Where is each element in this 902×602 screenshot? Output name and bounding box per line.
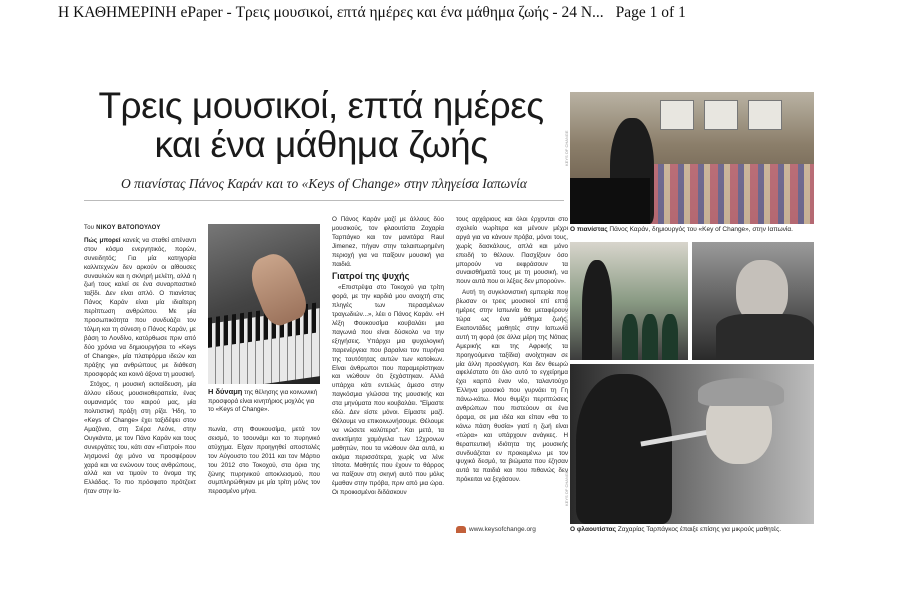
document-title: Η ΚΑΘΗΜΕΡΙΝΗ ePaper - Τρεις μουσικοί, επτά ημέρες και ένα μάθημα ζωής - 24 N...	[58, 4, 604, 21]
article-column-2	[208, 426, 320, 546]
photo-credit: KEYS OF CHANGE	[564, 470, 569, 506]
teacher-figure	[582, 260, 612, 360]
article-column-4	[456, 216, 568, 516]
piano-caption-text: της θέλησης για κοινωνική προσφορά είναι κινητήριος μοχλός για το «Keys of Change».	[208, 389, 318, 413]
student-figure	[642, 314, 658, 360]
piano-hands-photo	[208, 224, 320, 384]
column-1-paragraph-2: Στόχος, η μουσική εκπαίδευση, μία άλλου είδους μουσικοθεραπεία, ένας ουμανισμός του καιρού μας, μία πολιτιστική πράξη στη ρίζα. Ήδη, το «Keys of Change» έχει ταξιδέψει στον Αμαζόνιο, στη Σιέρα Λεόνε, στην Ουγκάντα, με τον Πάνο Καράν και τους συνεργάτες του, κάτι σαν «Γιατροί» που λησμονεί όχι μόνο να προσφέρουν χαρά και να ενώνουν τους ανθρώπους, αλλά και να τιμούν το όνομα της Ελλάδας. Το πιο πρόσφατο πρότζεκτ ήταν στην Ια-	[84, 381, 196, 496]
article-headline	[86, 86, 556, 164]
column-4-paragraph-1: τους αρχάριους και όλοι έρχονται στο σχολείο νωρίτερα και μένουν μέχρι αργά για να κάνουν πρόβα, μόνοι τους, χωρίς δασκάλους, απλά και μόνο επειδή το θέλουν. Πασχίζουν όσο μπορούν να εκφράσουν τα συναισθήματά τους με τη μουσική, να πουν αυτά που οι λέξεις δεν μπορούν».	[456, 216, 568, 286]
body-shape	[716, 314, 814, 360]
column-1-paragraph-1	[84, 237, 196, 380]
article-subhead: Ο πιανίστας Πάνος Καράν και το «Keys of Change» στην πληγείσα Ιαπωνία	[120, 176, 528, 191]
newspaper-article	[84, 86, 820, 546]
top-caption-text: Πάνος Καράν, δημιουργός του «Key of Change», στην Ιαπωνία.	[609, 226, 793, 233]
photo-credit: KEYS OF CHANGE	[564, 130, 569, 166]
byline	[84, 224, 196, 233]
website-link-text: www.keysofchange.org	[469, 526, 536, 533]
article-column-3	[332, 216, 444, 544]
photo-credit: KEYS OF CHANGE	[564, 290, 569, 326]
students-crowd-shape	[650, 164, 814, 224]
bottom-photo-caption	[570, 526, 814, 533]
musician-portrait-photo	[692, 242, 814, 360]
student-figure	[662, 314, 678, 360]
top-caption-lead: Ο πιανίστας	[570, 226, 608, 233]
section-heading: Γιατροί της ψυχής	[332, 271, 410, 282]
byline-prefix: Του	[84, 225, 95, 231]
window-shape	[704, 100, 738, 130]
headline-line-2: και ένα μάθημα ζωής	[154, 124, 488, 165]
bottom-caption-text: Ζαχαρίας Ταρπάγκος έπαιξε επίσης για μικρούς μαθητές.	[617, 526, 782, 533]
header-divider	[84, 200, 564, 201]
piano-photo-caption	[208, 388, 320, 415]
child-cap-shape	[698, 378, 784, 406]
byline-author: ΝΙΚΟΥ ΒΑΤΟΠΟΥΛΟΥ	[96, 225, 161, 231]
bottom-caption-lead: Ο φλαουτίστας	[570, 526, 616, 533]
student-figure	[622, 314, 638, 360]
students-teacher-photo	[570, 242, 688, 360]
piano-shape	[570, 178, 650, 224]
lead-in: Πώς μπορεί	[84, 236, 121, 244]
flutist-figure	[576, 374, 672, 524]
flutist-with-child-photo	[570, 364, 814, 524]
column-2-paragraph: πωνία, στη Φουκουσίμα, μετά τον σεισμό, το τσουνάμι και το πυρηνικό ατύχημα. Είχαν προηγηθεί αποστολές τον Αύγουστο του 2011 και τον Μάρτιο του 2012 στο Τοκοχού, στα όρια της ζώνης πυρηνικού αποκλεισμού, που συμπληρώθηκαν με μία τρίτη μόλις τον περασμένο μήνα.	[208, 426, 320, 496]
window-shape	[748, 100, 782, 130]
website-link[interactable]	[456, 526, 536, 533]
document-header	[0, 0, 902, 26]
piano-caption-lead: Η δύναμη	[208, 387, 243, 396]
window-shape	[660, 100, 694, 130]
web-logo-icon	[456, 526, 466, 533]
column-3-paragraph-1: Ο Πάνος Καράν μαζί με άλλους δύο μουσικούς, τον φλαουτίστα Ζαχαρία Ταρπάγκο και τον μανιτάρα Raul Jimenez, πήγαν στην ταλαιπωρημένη περιοχή για να παίξουν μουσική για παιδιά.	[332, 216, 444, 268]
page-indicator: Page 1 of 1	[615, 4, 686, 21]
headline-line-1: Τρεις μουσικοί, επτά ημέρες	[98, 85, 544, 126]
pianist-classroom-photo	[570, 92, 814, 224]
top-photo-caption	[570, 226, 814, 233]
column-3-paragraph-2: «Επιστρέψα στο Τοκοχού για τρίτη φορά, με την καρδιά μου ανοιχτή στις πληγές των περασμένων τραγωδιών...», λέει ο Πάνος Καράν. «Η λέξη Φουκουσίμα κουβαλάει μια παγωνιά που είναι δύσκολο να την εξηγήσεις. Υπάρχει μια ψυχολογική παρενέργεια που βαραίνει τον πυρήνα της ταυτότητας αυτών των κατοίκων. Είναι άνθρωποι που παραμερίστηκαν και νιώθουν ότι ξεχάστηκαν. Αλλά υπάρχει κάτι εντελώς άμεσο στην παγκόσμια γλώσσα της μουσικής και στα μηνύματα που κουβαλάει. "Είμαστε εδώ. Δεν είστε μόνοι. Είμαστε μαζί. Θέλουμε να επικοινωνήσουμε. Θέλουμε να νιώσετε καλύτερα". Και μετά, τα ανεκτίμητα χαμόγελα των 12χρονων μαθητών, που τα νιώθουν όλα αυτά, κι ακόμα περισσότερα, χωρίς να λένε τίποτα. Μαθητές που έχουν το θάρρος να παίξουν στη σκηνή αυτό που μόλις έμαθαν στην πρόβα, πριν από μια ώρα. Οι προικισμένοι διδάσκουν	[332, 284, 444, 497]
article-column-1	[84, 224, 196, 544]
column-1-text-1: κανείς να σταθεί απέναντι στον κόσμο ενεργητικός, πορών, συνειδητός; Για μία κατηγορία καλλιτεχνών δεν αρκούν οι αίθουσες συναυλιών και η σκληρή μελέτη, αλλά η ζωή τους καλεί σε ένα συναρπαστικό ταξίδι. Δεν είναι απλό. Ο πιανίστας Πάνος Καράν είναι μία ιδιαίτερη περίπτωση ανθρώπου. Με μία προσωπικότητα που συνδυάζει τον τόλμη και τη σύνεση ο Πάνος Καράν, με βάση το Λονδίνο, κατόρθωσε πριν από δύο χρόνια να δημιουργήσει το «Keys of Change», μία πλατφόρμα ιδεών και πράξης για ανθρώπους με διάθεση προσφοράς και κοινό άξονα τη μουσική.	[84, 236, 196, 378]
column-4-paragraph-2: Αυτή τη συγκλονιστική εμπειρία που βίωσαν οι τρεις μουσικοί επί επτά ημέρες στην Ιαπωνία θα μεταφέρουν τώρα ως ένα μάθημα ζωής. Εκατοντάδες μαθητές στην Ιαπωνία αυτή τη φορά (σε άλλα μέρη της Νότιας Αμερικής και της Αφρικής τα προηγούμενα ταξίδια) ανοίχτηκαν σε μία άλλη προσέγγιση. Και δεν θεωρώ αφελέστατο ότι όλο αυτό το εγχείρημα έχει καρπό έναν νέο, ταλαντούχο Έλληνα μουσικό που γυρνάει τη Γη πάνω-κάτω. Μου θυμίζει περιπτώσεις ανθρώπων που πιστεύουν σε ένα όραμα, σε μια ιδέα και είπαν «θα το κάνω πάση θυσία» γιατί η ζωή είναι «τώρα» και υπάρχουν ανάγκες. Η θεραπευτική ιδιότητα της μουσικής συνδυάζεται εν προκειμένω με τον ψυχικό δεσμό, τα βιώματα που έζησαν αυτά τα παιδιά και που πιθανώς δεν πρόκειται να ξεχάσουν.	[456, 289, 568, 484]
